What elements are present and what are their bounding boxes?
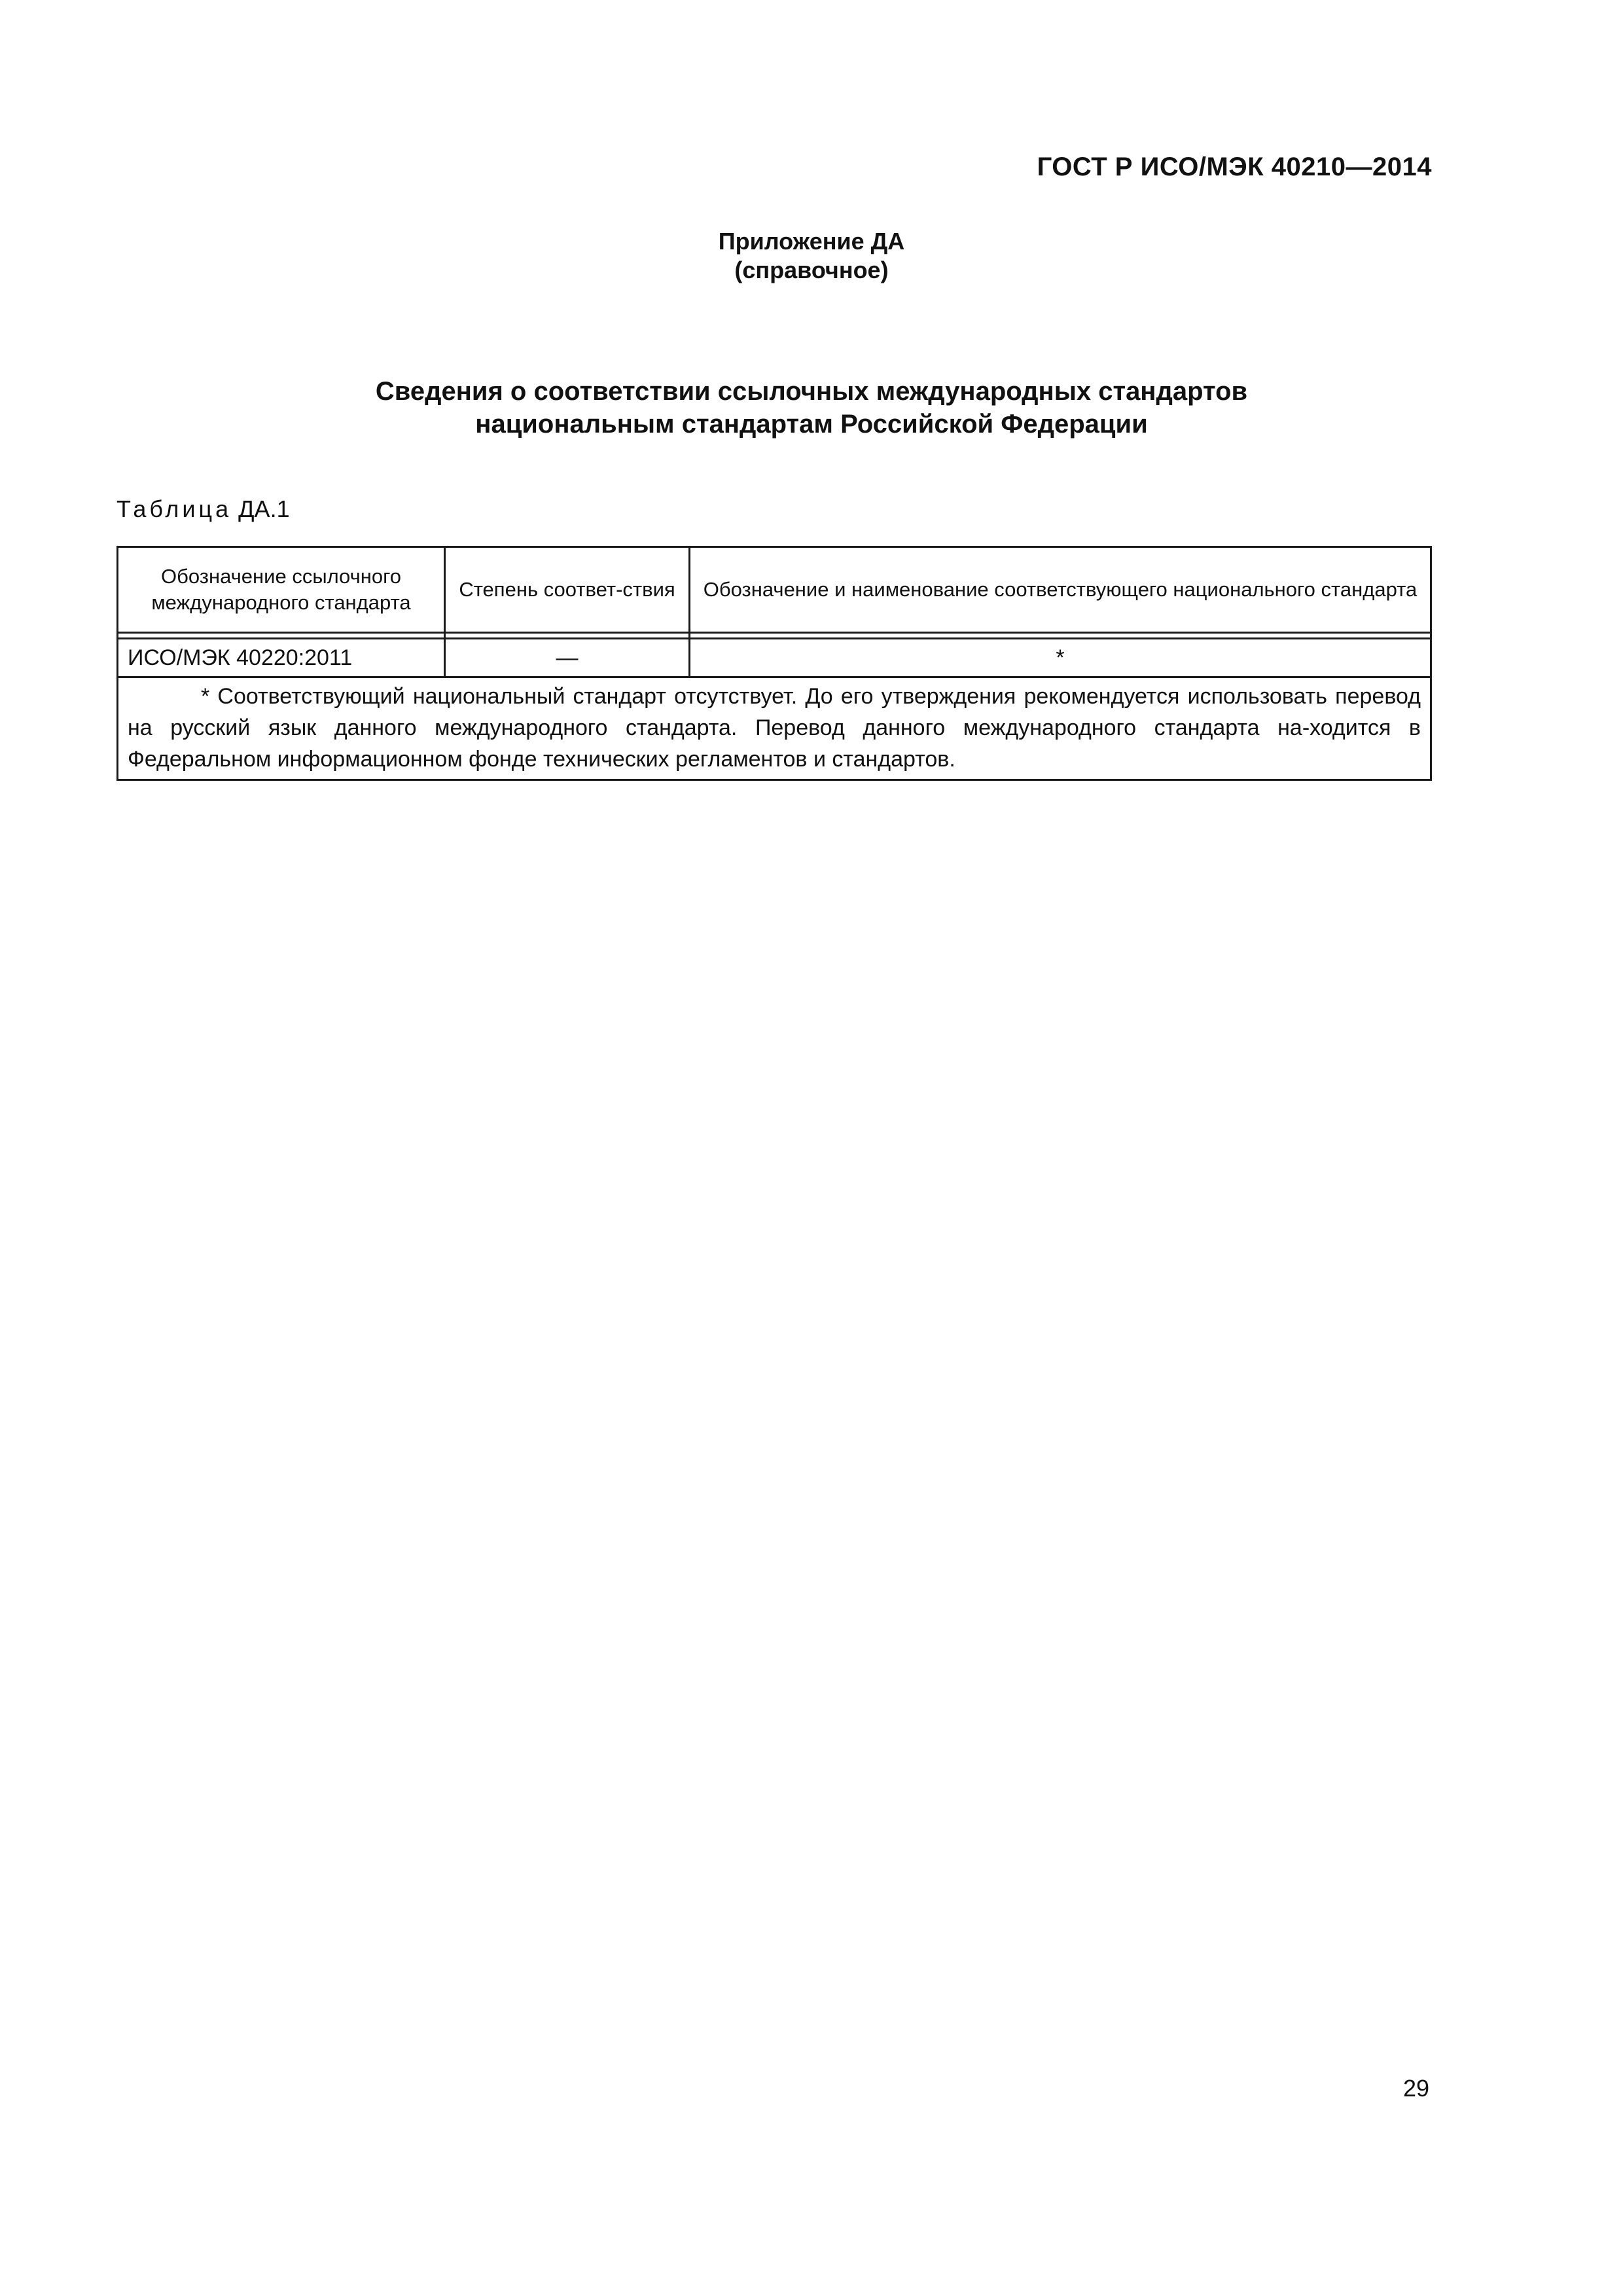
- table-footnote-row: [118, 677, 1431, 780]
- page-number: 29: [1402, 2075, 1429, 2102]
- correspondence-table: [116, 546, 1432, 781]
- appendix-heading: [0, 227, 1623, 285]
- table-caption-number: ДА.1: [238, 495, 290, 522]
- correspondence-table-container: [116, 546, 1430, 781]
- table-caption-word: Таблица: [116, 495, 232, 522]
- header-separator: [118, 633, 1431, 639]
- cell-degree: —: [445, 639, 690, 677]
- section-title-line-2: национальным стандартам Российской Федерации: [475, 410, 1148, 439]
- header-degree: Степень соответ-ствия: [445, 547, 690, 633]
- table-footnote-cell: [118, 677, 1431, 780]
- table-footnote: * Соответствующий национальный стандарт отсутствует. До его утверждения рекомендуется использовать перевод на русский язык данного международного стандарта. Перевод данного международного стандарта на-ходится в Федеральном информационном фонде технических регламентов и стандартов.: [128, 684, 1421, 772]
- table-header-row: [118, 547, 1431, 633]
- appendix-label: Приложение ДА: [718, 228, 905, 255]
- cell-designation: ИСО/МЭК 40220:2011: [118, 639, 445, 677]
- appendix-type: (справочное): [734, 257, 889, 283]
- section-title: [0, 375, 1623, 440]
- cell-national-standard: *: [690, 639, 1431, 677]
- document-code: ГОСТ Р ИСО/МЭК 40210—2014: [1037, 152, 1432, 181]
- table-row: [118, 639, 1431, 677]
- table-caption: [116, 495, 290, 523]
- header-designation: Обозначение ссылочного международного стандарта: [118, 547, 445, 633]
- section-title-line-1: Сведения о соответствии ссылочных международных стандартов: [375, 377, 1248, 406]
- header-national-standard: Обозначение и наименование соответствующего национального стандарта: [690, 547, 1431, 633]
